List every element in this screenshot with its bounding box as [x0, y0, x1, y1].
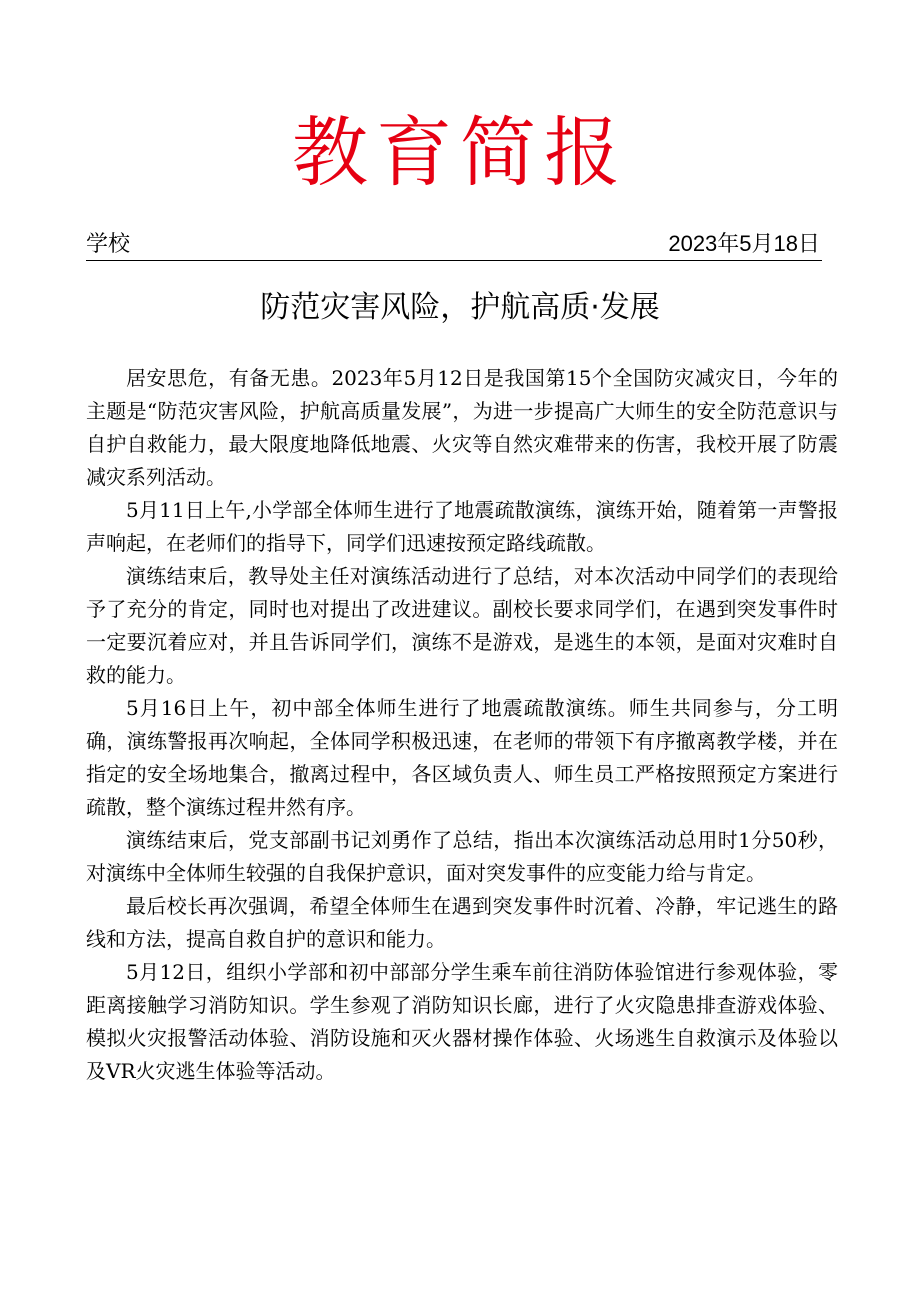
article-paragraph: 5月11日上午,小学部全体师生进行了地震疏散演练，演练开始，随着第一声警报声响起，在老师们的指导下，同学们迅速按预定路线疏散。 — [86, 498, 838, 555]
article-paragraph: 5月16日上午，初中部全体师生进行了地震疏散演练。师生共同参与，分工明确，演练警报再次响起，全体同学积极迅速，在老师的带领下有序撤离教学楼，并在指定的安全场地集合，撤离过程中，各区域负责人、师生员工严格按照预定方案进行疏散，整个演练过程井然有序。 — [86, 696, 838, 819]
article-paragraph: 演练结束后，党支部副书记刘勇作了总结，指出本次演练活动总用时1分50秒，对演练中全体师生较强的自我保护意识，面对突发事件的应变能力给与肯定。 — [86, 828, 838, 885]
masthead-title: 教育简报 — [292, 108, 628, 197]
article-paragraph: 演练结束后，教导处主任对演练活动进行了总结，对本次活动中同学们的表现给予了充分的肯定，同时也对提出了改进建议。副校长要求同学们，在遇到突发事件时一定要沉着应对，并且告诉同学们，演练不是游戏，是逃生的本领，是面对灾难时自救的能力。 — [86, 564, 838, 687]
article-paragraph: 最后校长再次强调，希望全体师生在遇到突发事件时沉着、冷静，牢记逃生的路线和方法，提高自救自护的意识和能力。 — [86, 894, 838, 951]
article-paragraph: 居安思危，有备无患。2023年5月12日是我国第15个全国防灾减灾日，今年的主题是“防范灾害风险，护航高质量发展”，为进一步提高广大师生的安全防范意识与自护自救能力，最大限度地降低地震、火灾等自然灾难带来的伤害，我校开展了防震减灾系列活动。 — [86, 366, 838, 489]
article-title: 防范灾害风险，护航高质·发展 — [260, 290, 660, 325]
article-body — [86, 362, 838, 1088]
meta-row — [86, 228, 822, 261]
issue-date: 2023年5月18日 — [668, 231, 820, 256]
school-label: 学校 — [86, 231, 131, 256]
article-paragraph: 5月12日，组织小学部和初中部部分学生乘车前往消防体验馆进行参观体验，零距离接触学习消防知识。学生参观了消防知识长廊，进行了火灾隐患排查游戏体验、模拟火灾报警活动体验、消防设施和灭火器材操作体验、火场逃生自救演示及体验以及VR火灾逃生体验等活动。 — [86, 960, 838, 1083]
